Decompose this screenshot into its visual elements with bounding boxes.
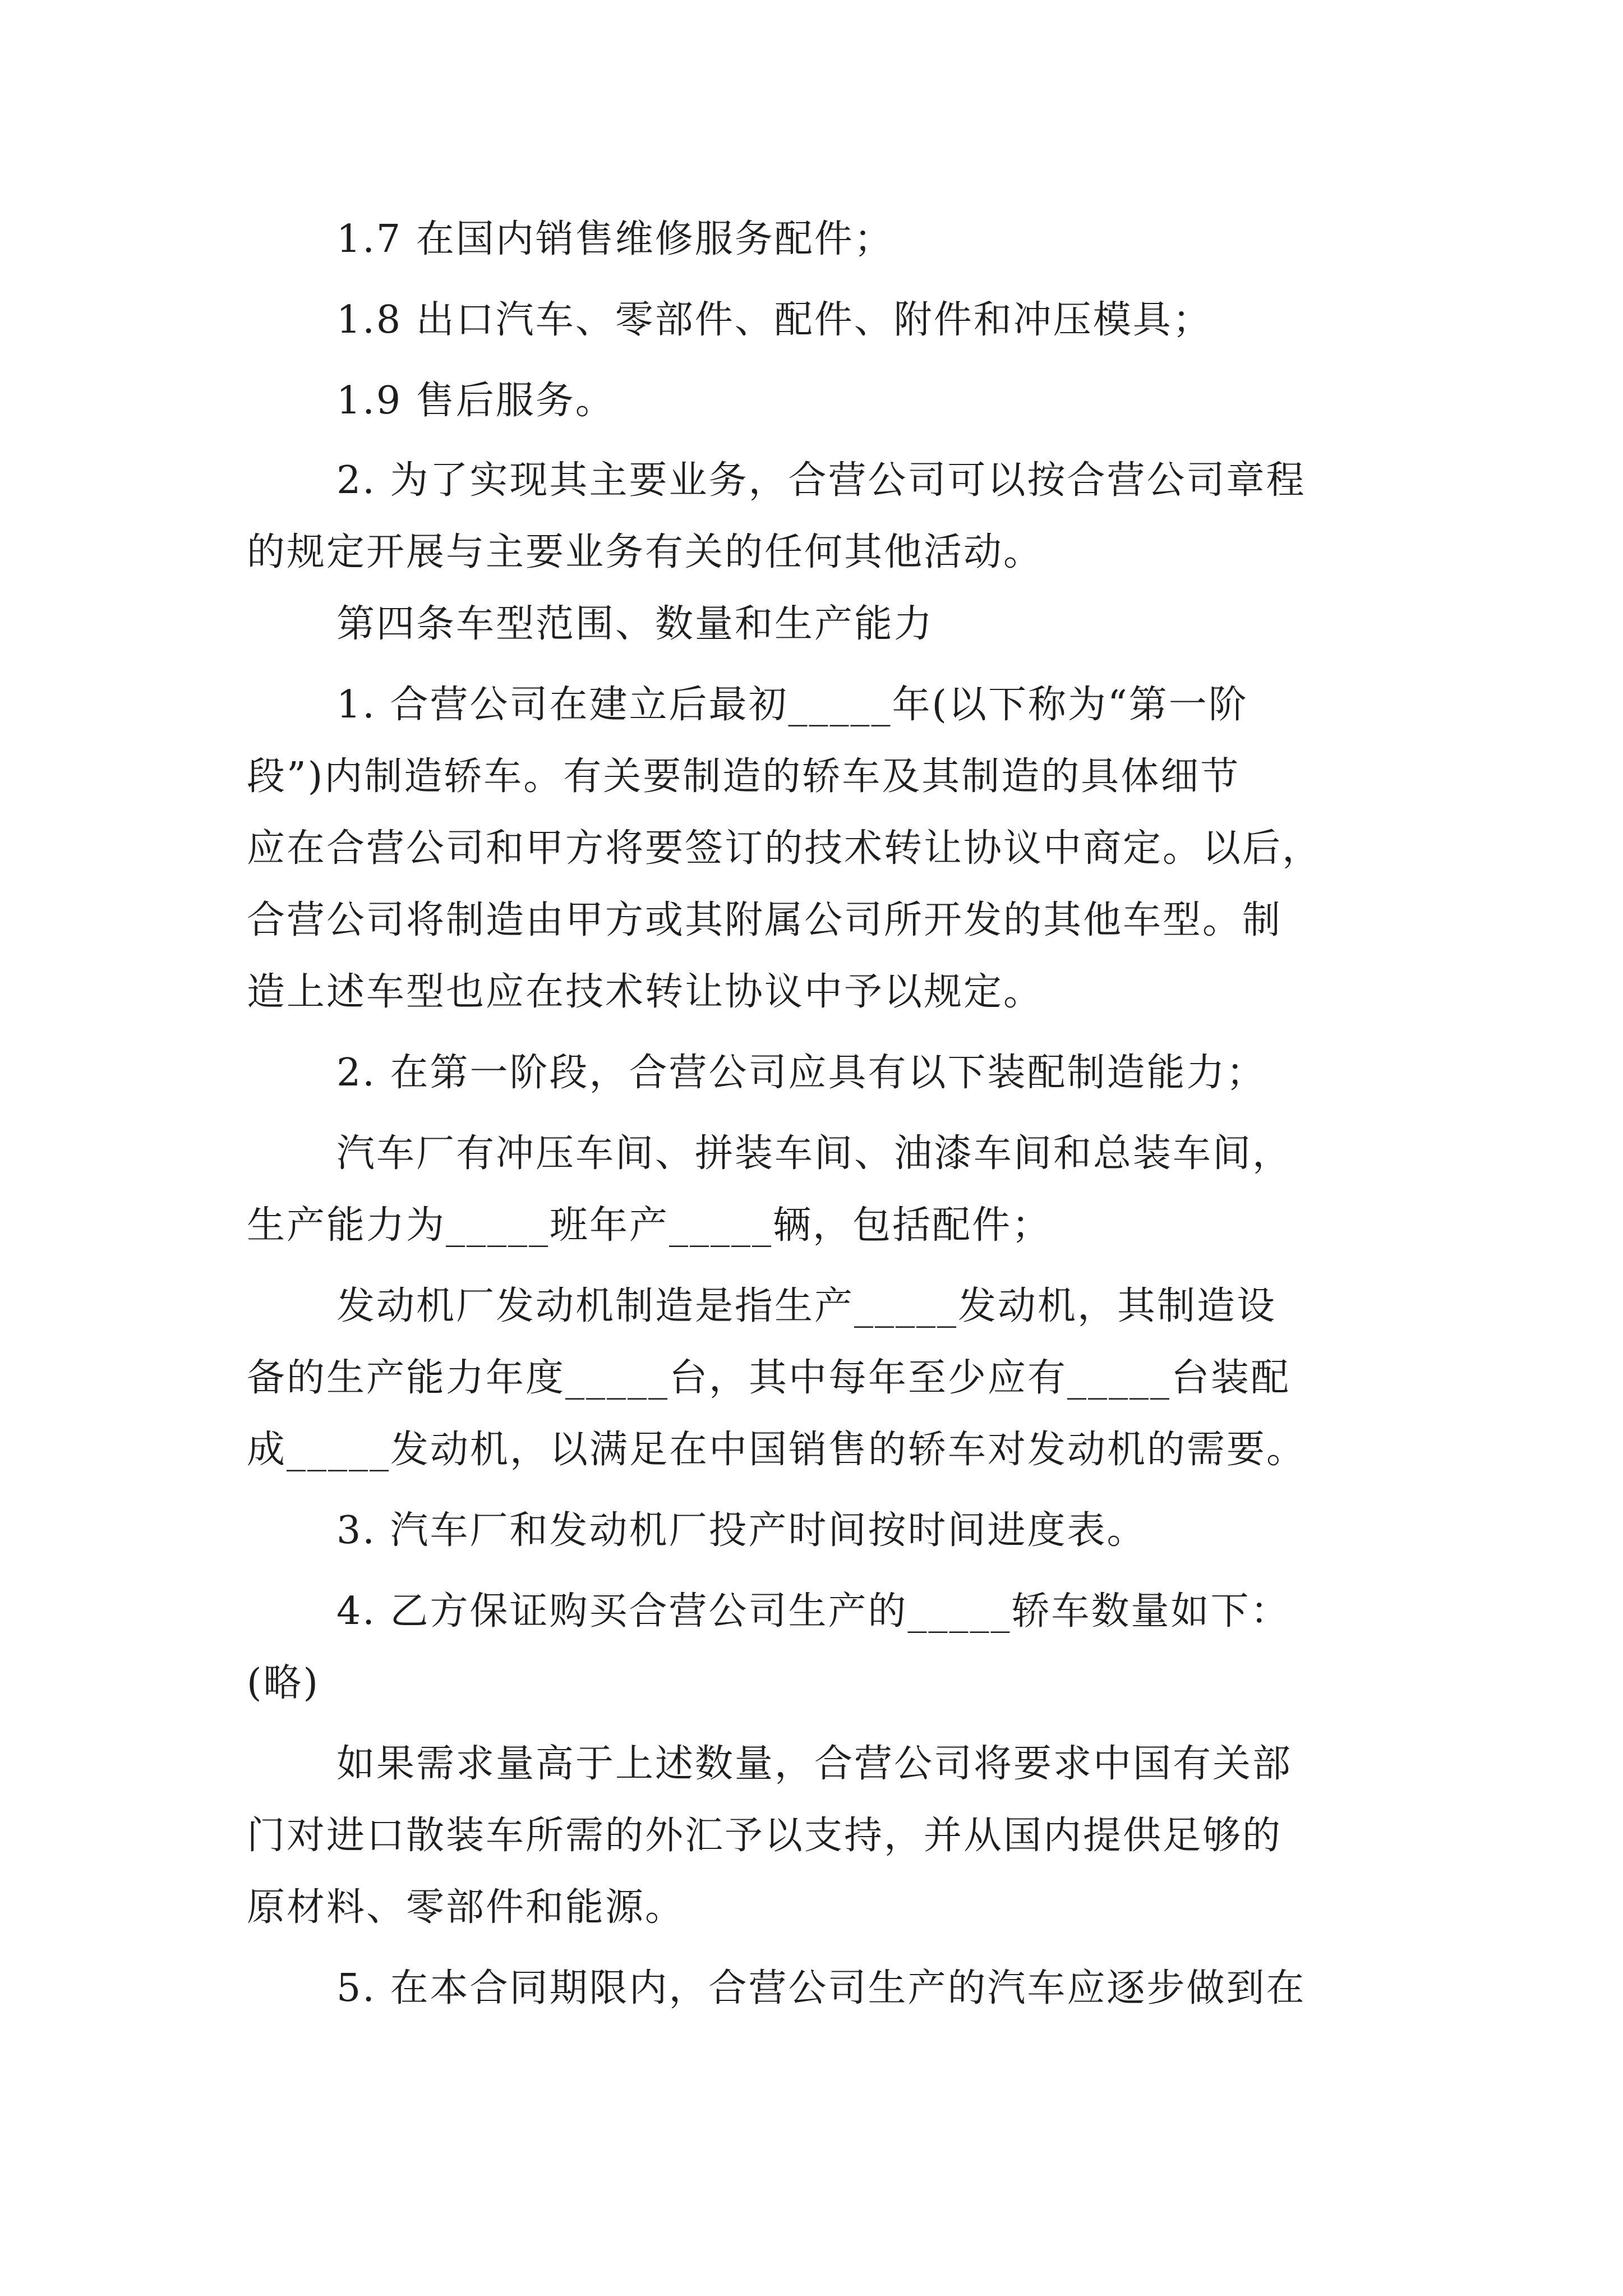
text-line: 如果需求量高于上述数量，合营公司将要求中国有关部 bbox=[336, 1742, 1293, 1786]
text-line: 5. 在本合同期限内，合营公司生产的汽车应逐步做到在 bbox=[336, 1966, 1306, 2010]
text-line: 1.8 出口汽车、零部件、配件、附件和冲压模具； bbox=[336, 298, 1212, 342]
text-line: 1. 合营公司在建立后最初_____年(以下称为“第一阶 bbox=[336, 683, 1248, 727]
text-line: 门对进口散装车所需的外汇予以支持，并从国内提供足够的 bbox=[247, 1814, 1283, 1858]
text-line: 生产能力为_____班年产_____辆，包括配件； bbox=[247, 1203, 1052, 1248]
text-line: 的规定开展与主要业务有关的任何其他活动。 bbox=[247, 530, 1044, 574]
text-line: 发动机厂发动机制造是指生产_____发动机，其制造设 bbox=[336, 1284, 1277, 1328]
text-line: 造上述车型也应在技术转让协议中予以规定。 bbox=[247, 970, 1044, 1014]
text-line: 1.7 在国内销售维修服务配件； bbox=[336, 217, 894, 261]
section-heading: 第四条车型范围、数量和生产能力 bbox=[336, 602, 934, 646]
text-line: 段”)内制造轿车。有关要制造的轿车及其制造的具体细节 bbox=[247, 754, 1241, 799]
text-line: 3. 汽车厂和发动机厂投产时间按时间进度表。 bbox=[336, 1508, 1147, 1553]
text-line: 原材料、零部件和能源。 bbox=[247, 1885, 685, 1930]
text-line: 4. 乙方保证购买合营公司生产的_____轿车数量如下： bbox=[336, 1589, 1290, 1634]
text-line: 应在合营公司和甲方将要签订的技术转让协议中商定。以后， bbox=[247, 826, 1322, 871]
text-line: 2. 为了实现其主要业务，合营公司可以按合营公司章程 bbox=[336, 458, 1306, 503]
text-line: 1.9 售后服务。 bbox=[336, 379, 615, 423]
text-line: 2. 在第一阶段，合营公司应具有以下装配制造能力； bbox=[336, 1051, 1266, 1095]
text-line: 备的生产能力年度_____台，其中每年至少应有_____台装配 bbox=[247, 1356, 1291, 1400]
text-line: (略) bbox=[247, 1661, 320, 1705]
text-line: 成_____发动机，以满足在中国销售的轿车对发动机的需要。 bbox=[247, 1428, 1307, 1472]
text-line: 合营公司将制造由甲方或其附属公司所开发的其他车型。制 bbox=[247, 898, 1283, 942]
text-line: 汽车厂有冲压车间、拼装车间、油漆车间和总装车间， bbox=[336, 1131, 1293, 1176]
